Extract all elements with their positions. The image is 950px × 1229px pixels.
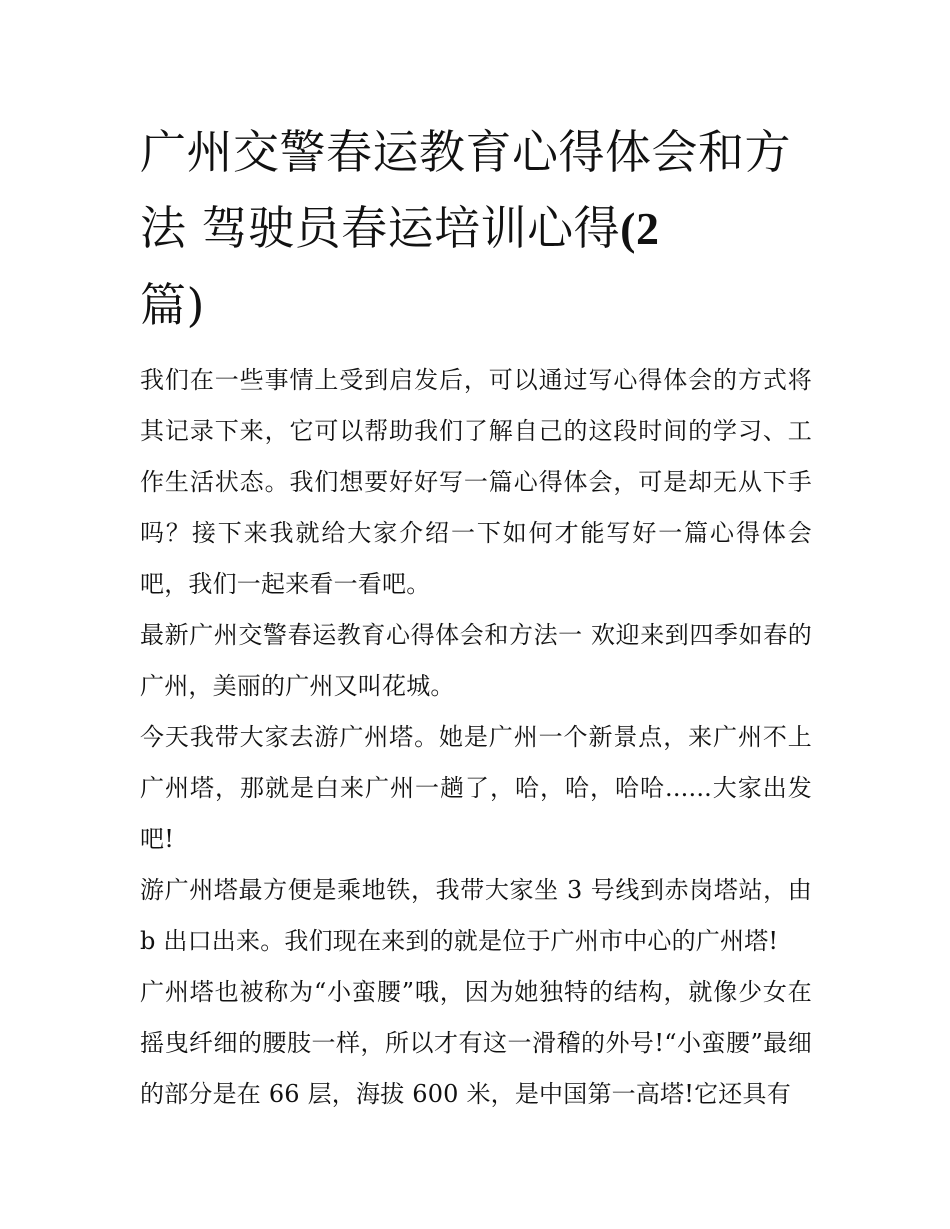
paragraph-intro: 我们在一些事情上受到启发后，可以通过写心得体会的方式将其记录下来，它可以帮助我们了解自己的这段时间的学习、工作生活状态。我们想要好好写一篇心得体会，可是却无从下手吗？接下来我就给大家介绍一下如何才能写好一篇心得体会吧，我们一起来看一看吧。 bbox=[140, 366, 812, 598]
title-tail: 篇) bbox=[140, 278, 205, 332]
paragraph-tower-nickname: 广州塔也被称为“小蛮腰”哦，因为她独特的结构，就像少女在摇曳纤细的腰肢一样，所以才有这一滑稽的外号!“小蛮腰”最细的部分是在 66 层，海拔 600 米，是中国第一高塔!它还具有 bbox=[140, 978, 812, 1108]
document-title bbox=[140, 114, 812, 343]
document-body bbox=[140, 114, 812, 1120]
title-count: (2 bbox=[620, 203, 660, 254]
paragraph-tower-visit: 今天我带大家去游广州塔。她是广州一个新景点，来广州不上广州塔，那就是白来广州一趟了，哈，哈，哈哈......大家出发吧! bbox=[140, 723, 812, 853]
paragraph-welcome: 最新广州交警春运教育心得体会和方法一 欢迎来到四季如春的广州，美丽的广州又叫花城。 bbox=[140, 621, 812, 700]
paragraph-metro: 游广州塔最方便是乘地铁，我带大家坐 3 号线到赤岗塔站，由 b 出口出来。我们现在来到的就是位于广州市中心的广州塔! bbox=[140, 876, 812, 955]
title-text: 广州交警春运教育心得体会和方法 驾驶员春运培训心得 bbox=[140, 125, 791, 255]
